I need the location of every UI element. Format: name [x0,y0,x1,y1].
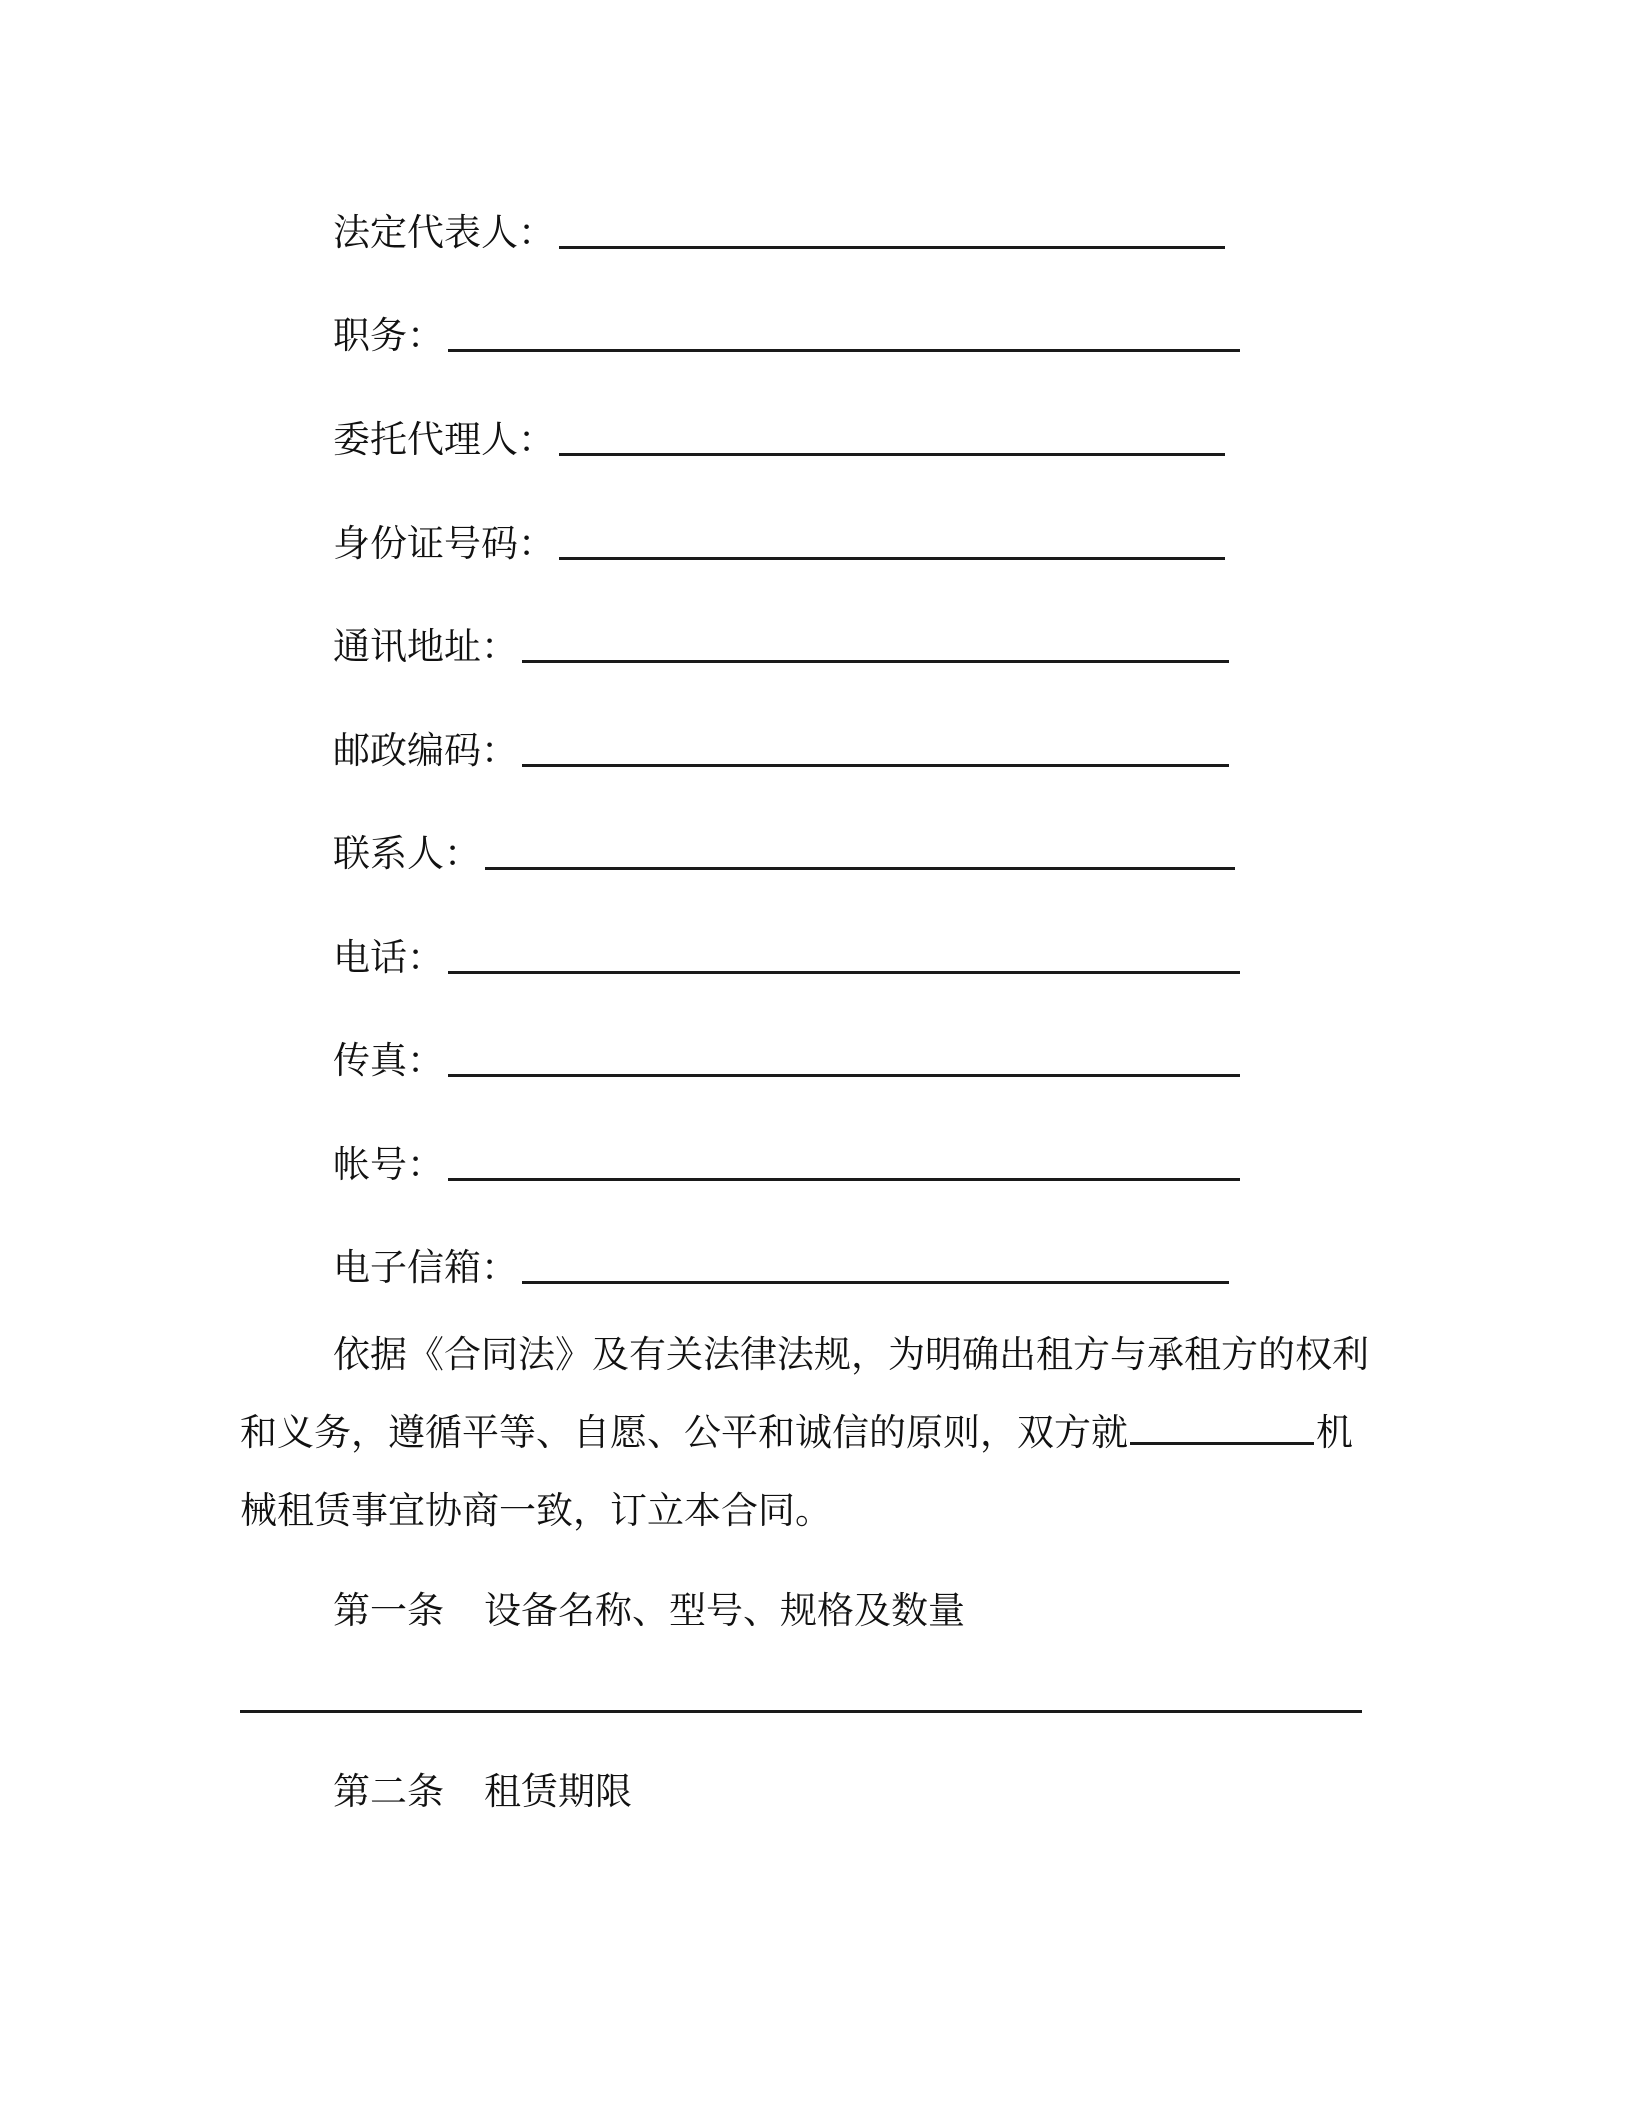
article-title: 租赁期限 [484,1770,632,1813]
article-number: 第二条 [333,1770,444,1813]
field-authorized-agent [333,402,1225,462]
intro-line-2-tail: 机 [1316,1411,1353,1454]
fill-in-line[interactable] [448,941,1240,974]
field-label: 通讯地址： [333,625,518,668]
field-phone [333,920,1240,980]
field-label: 身份证号码： [333,522,555,565]
fill-in-line[interactable] [448,1044,1240,1077]
intro-line-2-text: 和义务，遵循平等、自愿、公平和诚信的原则，双方就 [240,1411,1128,1454]
field-contact-person [333,816,1235,876]
field-fax [333,1023,1240,1083]
field-label: 帐号： [333,1143,444,1186]
fill-in-line[interactable] [448,1148,1240,1181]
article-number: 第一条 [333,1589,444,1632]
intro-paragraph [240,1316,1380,1550]
field-address [333,609,1229,669]
fill-in-line[interactable] [522,1251,1229,1284]
field-id-number [333,506,1225,566]
field-label: 职务： [333,314,444,357]
fill-in-line[interactable] [522,734,1229,767]
field-legal-representative [333,195,1225,255]
intro-line-2 [240,1394,1380,1472]
field-position [333,298,1240,358]
fill-in-line[interactable] [559,216,1225,249]
article-1-heading [333,1589,965,1633]
fill-in-line[interactable] [559,423,1225,456]
field-email [333,1230,1229,1290]
field-label: 电话： [333,936,444,979]
field-label: 传真： [333,1039,444,1082]
field-label: 电子信箱： [333,1246,518,1289]
field-label: 委托代理人： [333,418,555,461]
fill-in-line[interactable] [559,527,1225,560]
fill-in-line[interactable] [522,630,1229,663]
field-account [333,1127,1240,1187]
field-label: 联系人： [333,832,481,875]
fill-in-line[interactable] [485,837,1235,870]
intro-line-3: 械租赁事宜协商一致，订立本合同。 [240,1489,832,1532]
field-label: 邮政编码： [333,729,518,772]
field-label: 法定代表人： [333,211,555,254]
equipment-fill-in-line[interactable] [240,1710,1362,1713]
article-title: 设备名称、型号、规格及数量 [484,1589,965,1632]
machine-name-blank[interactable] [1130,1412,1314,1445]
fill-in-line[interactable] [448,319,1240,352]
intro-line-1: 依据《合同法》及有关法律法规，为明确出租方与承租方的权利 [333,1333,1369,1376]
field-postal-code [333,713,1229,773]
article-2-heading [333,1770,632,1814]
